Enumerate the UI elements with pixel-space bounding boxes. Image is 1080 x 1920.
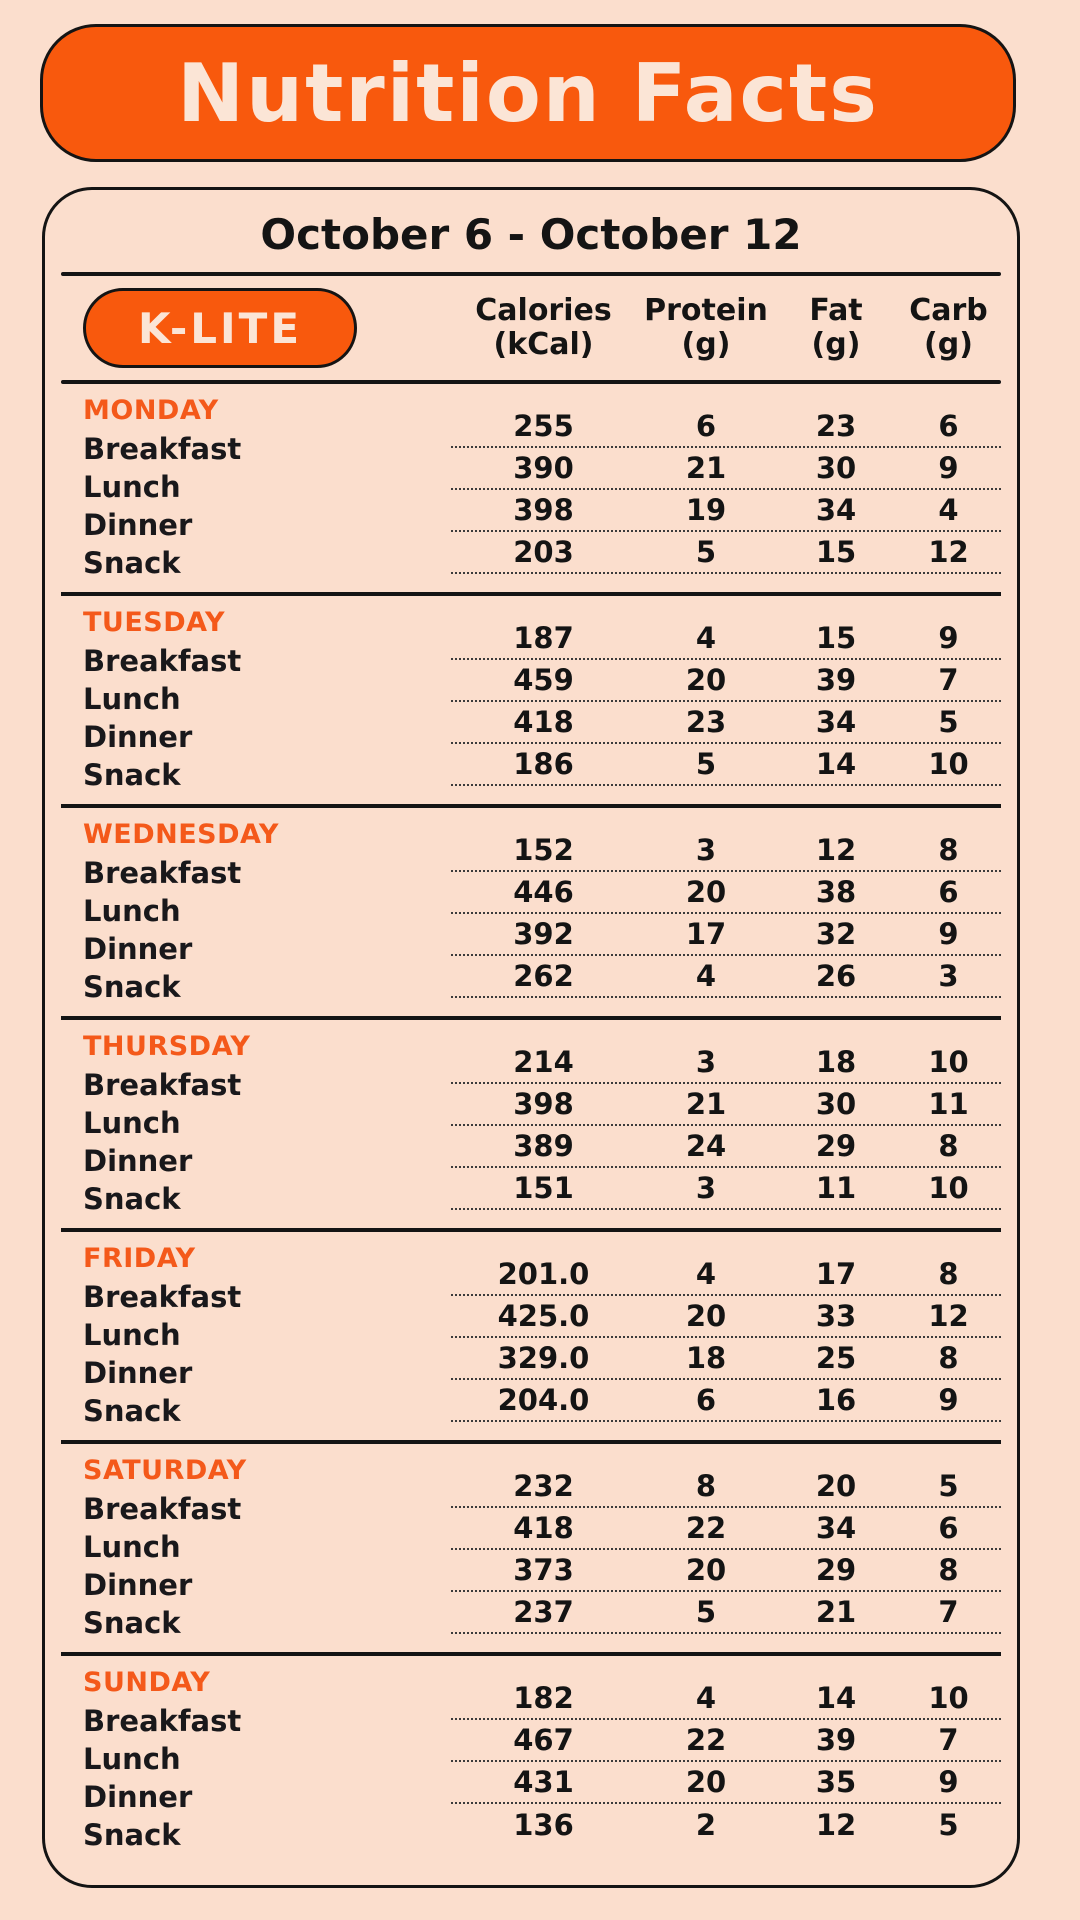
- nutrition-row: [451, 1508, 1001, 1550]
- brand-badge: [83, 288, 357, 368]
- meal-label: Dinner: [83, 1568, 193, 1602]
- nutrition-value: 9: [938, 1765, 959, 1799]
- nutrition-value: 29: [815, 1553, 857, 1587]
- meal-label: Dinner: [83, 1144, 193, 1178]
- day-labels: [61, 814, 451, 1016]
- nutrition-value: 22: [685, 1511, 727, 1545]
- day-section: [61, 1020, 1001, 1232]
- nutrition-row: [451, 660, 1001, 702]
- nutrition-value: 329.0: [497, 1341, 590, 1375]
- nutrition-row: [451, 1042, 1001, 1084]
- nutrition-value: 5: [938, 705, 959, 739]
- nutrition-value: 39: [815, 663, 857, 697]
- nutrition-value: 17: [685, 917, 727, 951]
- nutrition-value: 8: [938, 833, 959, 867]
- nutrition-value: 9: [938, 451, 959, 485]
- day-section: [61, 1444, 1001, 1656]
- day-values: [451, 1238, 1001, 1440]
- nutrition-value: 5: [695, 1595, 717, 1629]
- nutrition-value: 25: [815, 1341, 857, 1375]
- nutrition-value: 5: [695, 747, 717, 781]
- nutrition-value: 3: [695, 833, 717, 867]
- nutrition-value: 136: [513, 1808, 574, 1842]
- day-name: MONDAY: [83, 395, 219, 426]
- nutrition-value: 392: [513, 917, 574, 951]
- nutrition-value: 20: [685, 1299, 727, 1333]
- nutrition-value: 18: [815, 1045, 857, 1079]
- nutrition-value: 4: [938, 493, 959, 527]
- day-name: SATURDAY: [83, 1455, 247, 1486]
- meal-label: Breakfast: [83, 432, 242, 466]
- meal-label: Dinner: [83, 720, 193, 754]
- nutrition-row: [451, 1678, 1001, 1720]
- nutrition-row: [451, 618, 1001, 660]
- nutrition-value: 33: [815, 1299, 857, 1333]
- nutrition-row: [451, 956, 1001, 998]
- day-name: THURSDAY: [83, 1031, 251, 1062]
- nutrition-value: 5: [938, 1808, 959, 1842]
- nutrition-row: [451, 1296, 1001, 1338]
- meal-label: Breakfast: [83, 1704, 242, 1738]
- nutrition-row: [451, 1804, 1001, 1846]
- nutrition-row: [451, 702, 1001, 744]
- nutrition-value: 5: [695, 535, 717, 569]
- nutrition-value: 20: [815, 1469, 857, 1503]
- column-unit: (g): [924, 327, 973, 362]
- page-title: Nutrition Facts: [177, 46, 879, 140]
- nutrition-value: 446: [513, 875, 574, 909]
- nutrition-value: 6: [938, 875, 959, 909]
- meal-label: Dinner: [83, 508, 193, 542]
- meal-label: Snack: [83, 1818, 181, 1852]
- brand-column: [61, 288, 451, 368]
- nutrition-value: 390: [513, 451, 574, 485]
- nutrition-value: 10: [928, 747, 969, 781]
- nutrition-row: [451, 1168, 1001, 1210]
- date-range: October 6 - October 12: [260, 210, 802, 259]
- day-section: [61, 808, 1001, 1020]
- nutrition-row: [451, 1720, 1001, 1762]
- meal-label: Snack: [83, 1182, 181, 1216]
- nutrition-value: 398: [513, 493, 574, 527]
- nutrition-value: 418: [513, 705, 574, 739]
- column-header-calories: [451, 294, 636, 362]
- column-header-carb: [896, 294, 1001, 362]
- nutrition-value: 22: [685, 1723, 727, 1757]
- nutrition-row: [451, 1254, 1001, 1296]
- nutrition-value: 11: [815, 1171, 857, 1205]
- nutrition-row: [451, 872, 1001, 914]
- nutrition-value: 16: [815, 1383, 857, 1417]
- column-label: Fat: [809, 293, 863, 328]
- meal-label: Lunch: [83, 1530, 181, 1564]
- nutrition-value: 431: [513, 1765, 574, 1799]
- nutrition-value: 4: [695, 1257, 717, 1291]
- nutrition-value: 7: [938, 1723, 959, 1757]
- day-values: [451, 1450, 1001, 1652]
- nutrition-value: 26: [815, 959, 857, 993]
- nutrition-row: [451, 744, 1001, 786]
- column-headers: [451, 294, 1001, 362]
- nutrition-value: 20: [685, 663, 727, 697]
- nutrition-value: 6: [695, 409, 717, 443]
- day-values: [451, 814, 1001, 1016]
- nutrition-row: [451, 1338, 1001, 1380]
- meal-label: Breakfast: [83, 1068, 242, 1102]
- column-label: Calories: [475, 293, 612, 328]
- nutrition-value: 8: [695, 1469, 717, 1503]
- nutrition-value: 15: [815, 535, 857, 569]
- meal-label: Snack: [83, 546, 181, 580]
- column-unit: (g): [811, 327, 861, 362]
- nutrition-value: 21: [685, 451, 727, 485]
- nutrition-row: [451, 490, 1001, 532]
- nutrition-value: 11: [928, 1087, 969, 1121]
- nutrition-value: 152: [513, 833, 574, 867]
- meal-label: Snack: [83, 970, 181, 1004]
- nutrition-value: 12: [928, 535, 969, 569]
- day-name: SUNDAY: [83, 1667, 211, 1698]
- nutrition-value: 12: [815, 833, 857, 867]
- meal-label: Lunch: [83, 470, 181, 504]
- meal-label: Breakfast: [83, 856, 242, 890]
- nutrition-value: 29: [815, 1129, 857, 1163]
- days-table: [61, 384, 1001, 1880]
- meal-label: Breakfast: [83, 1280, 242, 1314]
- nutrition-value: 182: [513, 1681, 574, 1715]
- nutrition-value: 21: [685, 1087, 727, 1121]
- meal-label: Lunch: [83, 894, 181, 928]
- nutrition-row: [451, 1550, 1001, 1592]
- nutrition-row: [451, 830, 1001, 872]
- meal-label: Lunch: [83, 1106, 181, 1140]
- nutrition-row: [451, 1380, 1001, 1422]
- nutrition-value: 30: [815, 1087, 857, 1121]
- nutrition-value: 12: [815, 1808, 857, 1842]
- nutrition-value: 4: [695, 1681, 717, 1715]
- day-values: [451, 1662, 1001, 1864]
- nutrition-row: [451, 448, 1001, 490]
- nutrition-value: 389: [513, 1129, 574, 1163]
- brand-label: K-LITE: [137, 303, 303, 353]
- nutrition-value: 262: [513, 959, 574, 993]
- nutrition-value: 20: [685, 1553, 727, 1587]
- meal-label: Dinner: [83, 1356, 193, 1390]
- nutrition-value: 21: [815, 1595, 857, 1629]
- day-section: [61, 1656, 1001, 1880]
- nutrition-value: 467: [513, 1723, 574, 1757]
- nutrition-value: 9: [938, 917, 959, 951]
- nutrition-value: 3: [695, 1045, 717, 1079]
- day-section: [61, 596, 1001, 808]
- nutrition-value: 20: [685, 1765, 727, 1799]
- nutrition-value: 5: [938, 1469, 959, 1503]
- day-values: [451, 602, 1001, 804]
- nutrition-value: 7: [938, 663, 959, 697]
- nutrition-value: 418: [513, 1511, 574, 1545]
- nutrition-value: 151: [513, 1171, 574, 1205]
- meal-label: Breakfast: [83, 1492, 242, 1526]
- nutrition-value: 2: [695, 1808, 717, 1842]
- nutrition-value: 20: [685, 875, 727, 909]
- nutrition-value: 203: [513, 535, 574, 569]
- nutrition-value: 6: [938, 409, 959, 443]
- meal-label: Lunch: [83, 1318, 181, 1352]
- nutrition-value: 24: [685, 1129, 727, 1163]
- day-section: [61, 1232, 1001, 1444]
- nutrition-row: [451, 406, 1001, 448]
- nutrition-row: [451, 1762, 1001, 1804]
- day-name: FRIDAY: [83, 1243, 196, 1274]
- table-header: [61, 276, 1001, 380]
- nutrition-row: [451, 1592, 1001, 1634]
- meal-label: Snack: [83, 1606, 181, 1640]
- meal-label: Snack: [83, 758, 181, 792]
- nutrition-value: 14: [815, 747, 857, 781]
- nutrition-value: 19: [685, 493, 727, 527]
- nutrition-row: [451, 914, 1001, 956]
- nutrition-value: 6: [695, 1383, 717, 1417]
- nutrition-value: 8: [938, 1341, 959, 1375]
- nutrition-value: 34: [815, 705, 857, 739]
- nutrition-value: 187: [513, 621, 574, 655]
- nutrition-card: [42, 187, 1020, 1888]
- nutrition-value: 3: [938, 959, 959, 993]
- column-header-fat: [776, 294, 896, 362]
- nutrition-value: 18: [685, 1341, 727, 1375]
- title-banner: [40, 24, 1016, 162]
- day-name: TUESDAY: [83, 607, 226, 638]
- nutrition-value: 10: [928, 1171, 969, 1205]
- meal-label: Dinner: [83, 932, 193, 966]
- nutrition-value: 398: [513, 1087, 574, 1121]
- day-values: [451, 390, 1001, 592]
- meal-label: Snack: [83, 1394, 181, 1428]
- meal-label: Dinner: [83, 1780, 193, 1814]
- column-header-protein: [636, 294, 776, 362]
- column-unit: (kCal): [493, 327, 594, 362]
- meal-label: Breakfast: [83, 644, 242, 678]
- nutrition-value: 39: [815, 1723, 857, 1757]
- nutrition-row: [451, 1126, 1001, 1168]
- nutrition-value: 10: [928, 1045, 969, 1079]
- nutrition-value: 4: [695, 621, 717, 655]
- nutrition-value: 255: [513, 409, 574, 443]
- nutrition-row: [451, 1466, 1001, 1508]
- nutrition-value: 186: [513, 747, 574, 781]
- nutrition-value: 425.0: [497, 1299, 590, 1333]
- nutrition-value: 9: [938, 621, 959, 655]
- day-labels: [61, 1662, 451, 1864]
- nutrition-value: 35: [815, 1765, 857, 1799]
- nutrition-value: 30: [815, 451, 857, 485]
- nutrition-value: 8: [938, 1129, 959, 1163]
- nutrition-value: 34: [815, 493, 857, 527]
- meal-label: Lunch: [83, 1742, 181, 1776]
- nutrition-value: 6: [938, 1511, 959, 1545]
- nutrition-value: 237: [513, 1595, 574, 1629]
- nutrition-value: 214: [513, 1045, 574, 1079]
- nutrition-value: 32: [815, 917, 857, 951]
- day-values: [451, 1026, 1001, 1228]
- nutrition-value: 3: [695, 1171, 717, 1205]
- nutrition-value: 4: [695, 959, 717, 993]
- column-label: Carb: [909, 293, 988, 328]
- day-section: [61, 384, 1001, 596]
- nutrition-value: 15: [815, 621, 857, 655]
- nutrition-value: 38: [815, 875, 857, 909]
- nutrition-value: 8: [938, 1553, 959, 1587]
- nutrition-value: 10: [928, 1681, 969, 1715]
- nutrition-value: 12: [928, 1299, 969, 1333]
- nutrition-value: 459: [513, 663, 574, 697]
- day-labels: [61, 390, 451, 592]
- nutrition-value: 373: [513, 1553, 574, 1587]
- nutrition-value: 8: [938, 1257, 959, 1291]
- nutrition-row: [451, 1084, 1001, 1126]
- column-unit: (g): [681, 327, 731, 362]
- nutrition-value: 23: [815, 409, 857, 443]
- day-name: WEDNESDAY: [83, 819, 279, 850]
- day-labels: [61, 602, 451, 804]
- day-labels: [61, 1238, 451, 1440]
- nutrition-value: 232: [513, 1469, 574, 1503]
- nutrition-value: 17: [815, 1257, 857, 1291]
- column-label: Protein: [644, 293, 768, 328]
- nutrition-value: 204.0: [497, 1383, 590, 1417]
- day-labels: [61, 1026, 451, 1228]
- nutrition-value: 7: [938, 1595, 959, 1629]
- meal-label: Lunch: [83, 682, 181, 716]
- nutrition-row: [451, 532, 1001, 574]
- nutrition-value: 23: [685, 705, 727, 739]
- nutrition-value: 9: [938, 1383, 959, 1417]
- nutrition-value: 201.0: [497, 1257, 590, 1291]
- nutrition-value: 34: [815, 1511, 857, 1545]
- day-labels: [61, 1450, 451, 1652]
- nutrition-value: 14: [815, 1681, 857, 1715]
